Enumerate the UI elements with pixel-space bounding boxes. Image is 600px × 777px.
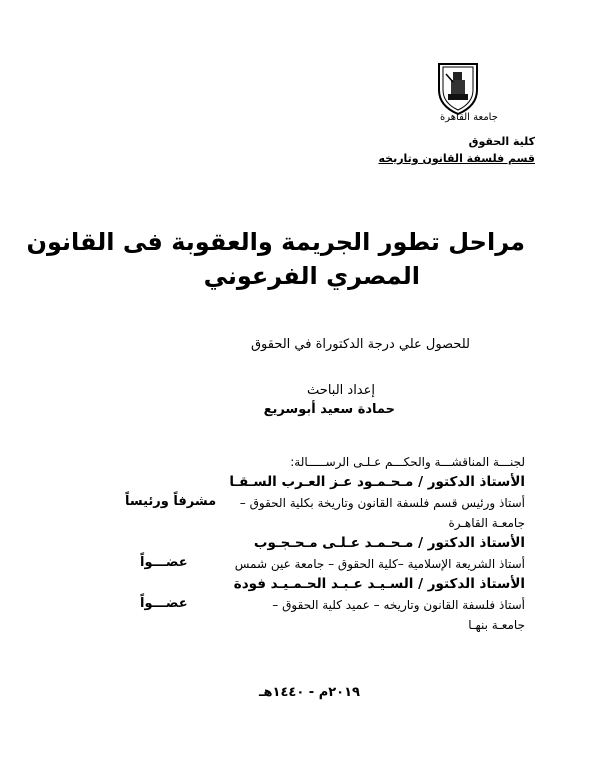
member-role: مشرفاً ورئيساً — [125, 494, 217, 509]
member-desc: أستاذ الشريعة الإسلامية –كلية الحقوق – جامعة عين شمس — [234, 557, 525, 571]
member-desc: أستاذ ورئيس قسم فلسفة القانون وتاريخة بكلية الحقوق – — [239, 496, 525, 510]
member-desc: جامعـة بنهـا — [468, 618, 525, 632]
member-name: الأستاذ الدكتور / مـحـمـود عـز العـرب السـقـا — [229, 474, 525, 490]
researcher-label: إعداد الباحث — [307, 383, 375, 398]
degree-subtitle: للحصول علي درجة الدكتوراة في الحقوق — [250, 337, 470, 352]
member-desc: جامعـة القاهـرة — [448, 516, 525, 530]
thesis-title-line1: مراحل تطور الجريمة والعقوبة فى القانون — [26, 228, 525, 256]
faculty-name: كلية الحقوق — [468, 135, 535, 148]
member-name: الأستاذ الدكتور / مـحـمـد عـلـى مـحـجـوب — [253, 535, 525, 551]
researcher-name: حمادة سعيد أبوسريع — [263, 402, 395, 417]
member-role: عضـــواً — [140, 596, 188, 611]
member-role: عضـــواً — [140, 555, 188, 570]
date: ٢٠١٩م - ١٤٤٠هـ — [259, 685, 360, 700]
thesis-title-line2: المصري الفرعوني — [203, 262, 420, 290]
university-name: جامعة القاهرة — [440, 112, 498, 123]
member-name: الأستاذ الدكتور / السـيـد عـبـد الحـمـيـد فودة — [233, 576, 525, 592]
member-desc: أستاذ فلسفة القانون وتاريخه – عميد كلية الحقوق – — [272, 598, 525, 612]
department-name: قسم فلسفة القانون وتاريخه — [378, 152, 535, 165]
university-emblem-logo — [436, 62, 498, 123]
committee-heading: لجنـــة المناقشـــة والحكـــم عـلـى الرســـــالة: — [290, 455, 525, 469]
